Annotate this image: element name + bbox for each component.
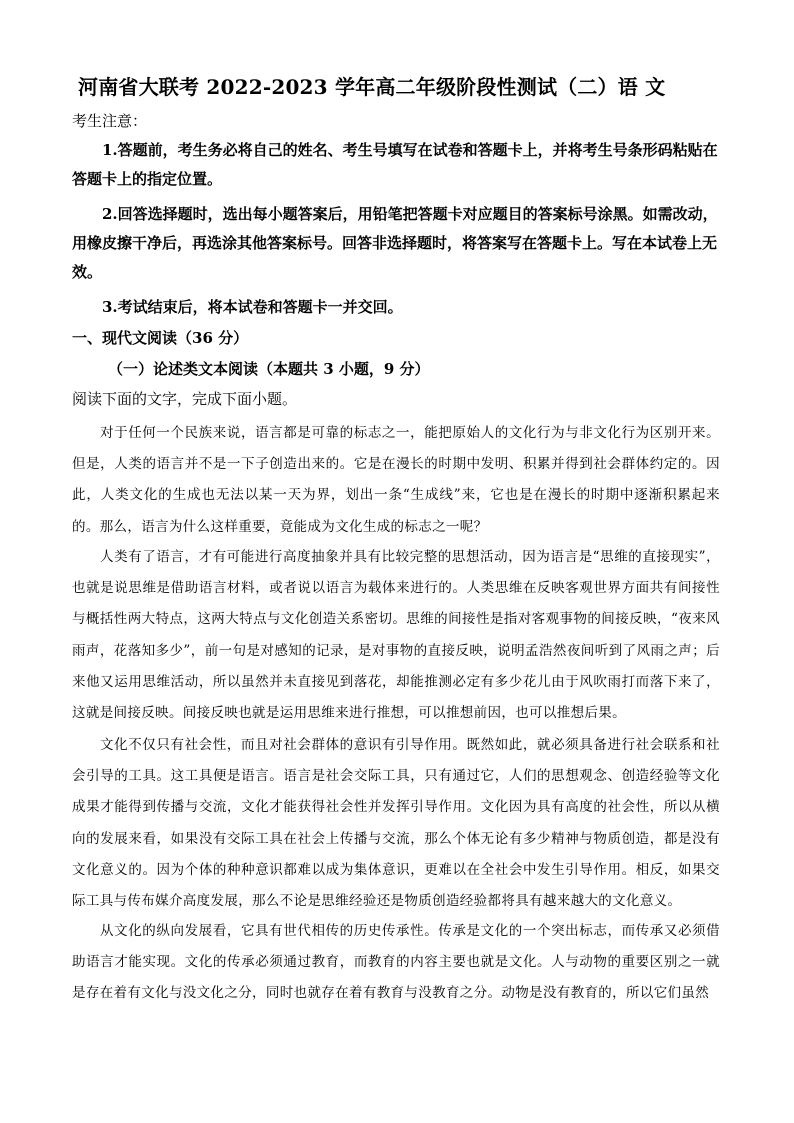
passage-paragraph-1: 对于任何一个民族来说，语言都是可靠的标志之一，能把原始人的文化行为与非文化行为区别开来。但是，人类的语言并不是一下子创造出来的。它是在漫长的时期中发明、积累并得到社会群体约定的。因此，人类文化的生成也无法以某一天为界，划出一条“生成线”来，它也是在漫长的时期中逐渐积累起来的。那么，语言为什么这样重要，竟能成为文化生成的标志之一呢？ xyxy=(72,425,720,535)
notice-heading: 考生注意： xyxy=(72,112,148,130)
notice-item-3: 3.考试结束后，将本试卷和答题卡一并交回。 xyxy=(102,298,403,316)
notice-item-2: 2.回答选择题时，选出每小题答案后，用铅笔把答题卡对应题目的答案标号涂黑。如需改动，用橡皮擦干净后，再选涂其他答案标号。回答非选择题时，将答案写在答题卡上。写在本试卷上无效。 xyxy=(72,205,718,281)
passage-paragraph-3: 文化不仅只有社会性，而且对社会群体的意识有引导作用。既然如此，就必须具备进行社会联系和社会引导的工具。这工具便是语言。语言是社会交际工具，只有通过它，人们的思想观念、创造经验等文化成果才能得到传播与交流，文化才能获得社会性并发挥引导作用。文化因为具有高度的社会性，所以从横向的发展来看，如果没有交际工具在社会上传播与交流，那么个体无论有多少精神与物质创造，都是没有文化意义的。因为个体的种种意识都难以成为集体意识，更难以在全社会中发生引导作用。相反，如果交际工具与传布媒介高度发展，那么不论是思维经验还是物质创造经验都将具有越来越大的文化意义。 xyxy=(72,737,720,910)
reading-instruction: 阅读下面的文字，完成下面小题。 xyxy=(72,390,298,408)
subsection-heading: （一）论述类文本阅读（本题共 3 小题，9 分） xyxy=(108,360,430,378)
section-heading: 一、现代文阅读（36 分） xyxy=(72,329,249,347)
passage-paragraph-2: 人类有了语言，才有可能进行高度抽象并具有比较完整的思想活动，因为语言是“思维的直接现实”，也就是说思维是借助语言材料，或者说以语言为载体来进行的。人类思维在反映客观世界方面共有间接性与概括性两大特点，这两大特点与文化创造关系密切。思维的间接性是指对客观事物的间接反映，“夜来风雨声，花落知多少”，前一句是对感知的记录，是对事物的直接反映，说明孟浩然夜间听到了风雨之声；后来他又运用思维活动，所以虽然并未直接见到落花，却能推测必定有多少花儿由于风吹雨打而落下来了，这就是间接反映。间接反映也就是运用思维来进行推想，可以推想前因，也可以推想后果。 xyxy=(72,549,720,722)
exam-title: 河南省大联考 2022-2023 学年高二年级阶段性测试（二）语 文 xyxy=(78,75,666,99)
notice-item-1: 1.答题前，考生务必将自己的姓名、考生号填写在试卷和答题卡上，并将考生号条形码粘贴在答题卡上的指定位置。 xyxy=(72,141,718,188)
passage-paragraph-4: 从文化的纵向发展看，它具有世代相传的历史传承性。传承是文化的一个突出标志，而传承又必须借助语言才能实现。文化的传承必须通过教育，而教育的内容主要也就是文化。人与动物的重要区别之一就是存在着有文化与没文化之分，同时也就存在着有教育与没教育之分。动物是没有教育的，所以它们虽然 xyxy=(72,923,720,1002)
